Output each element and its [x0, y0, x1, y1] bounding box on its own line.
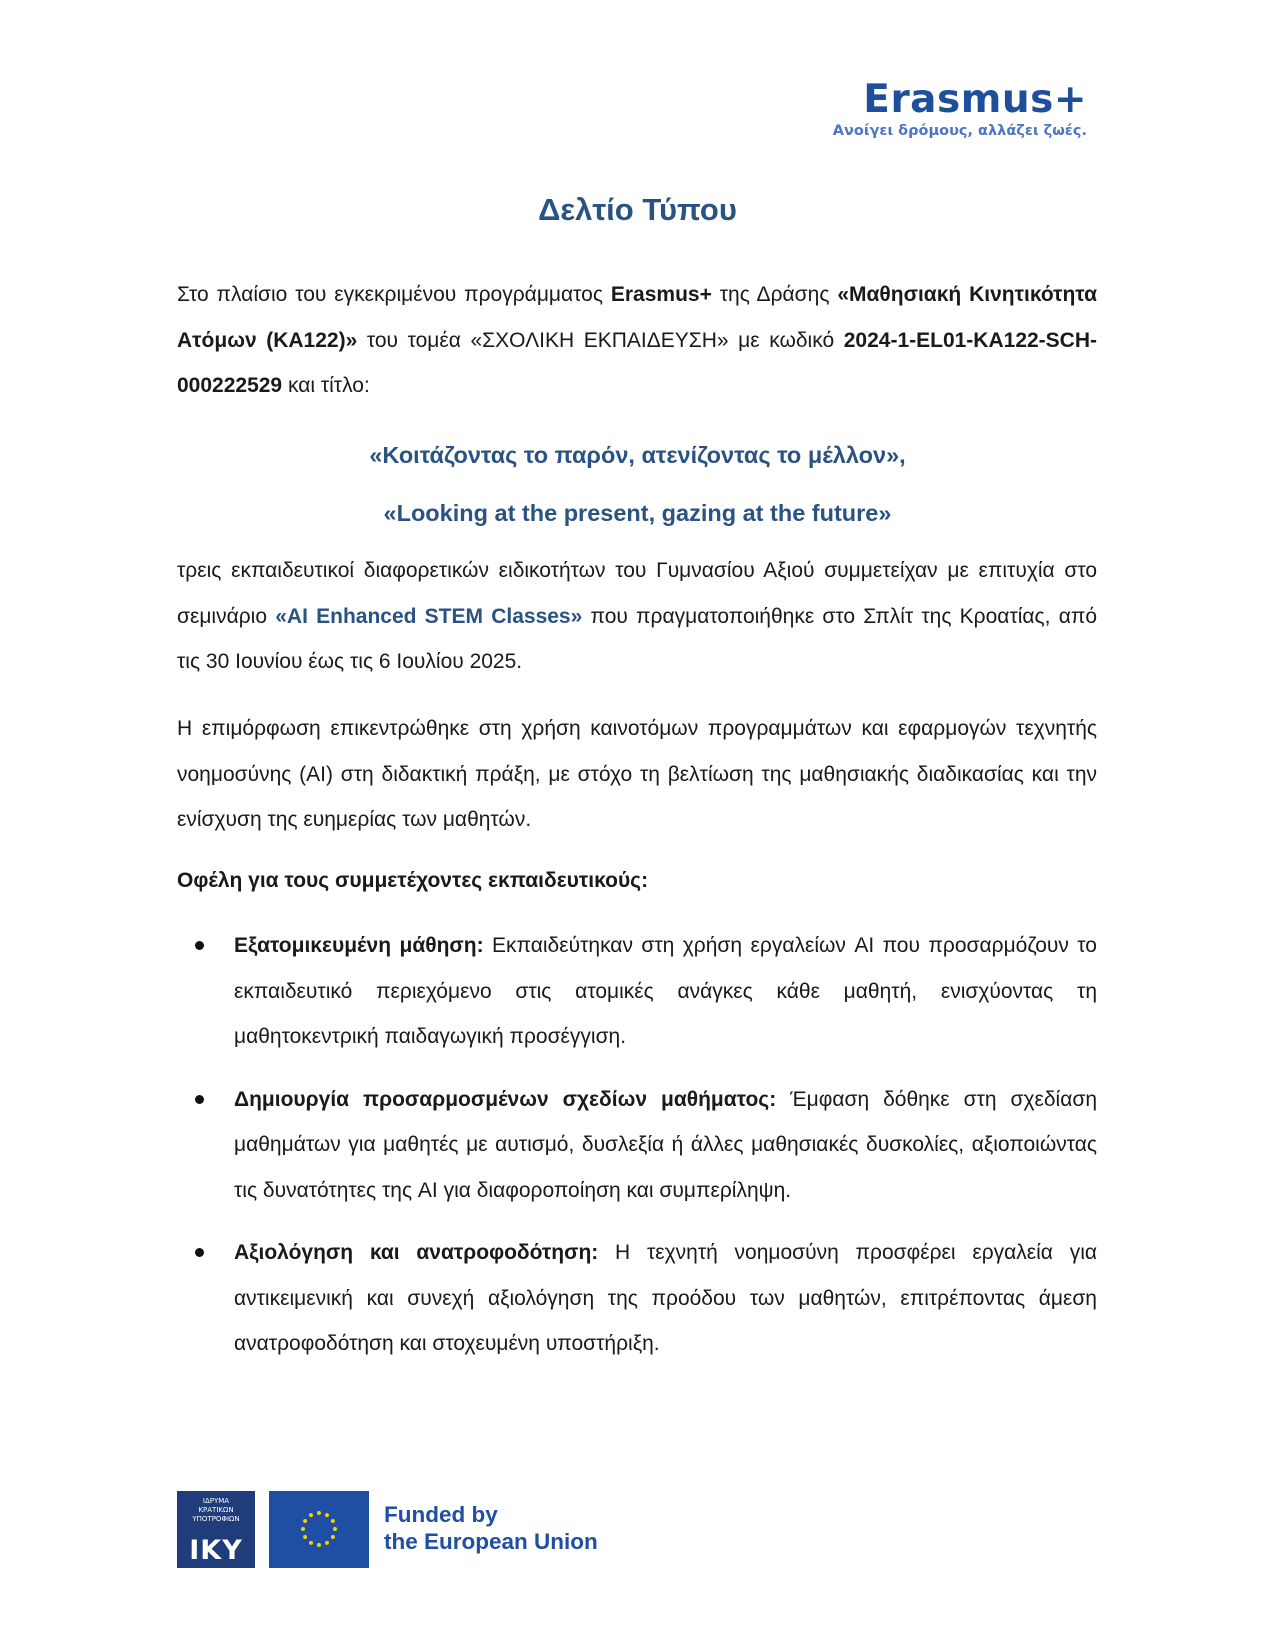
bullet-icon	[195, 941, 204, 950]
list-item: Εξατομικευμένη μάθηση: Εκπαιδεύτηκαν στη χρήση εργαλείων AI που προσαρμόζουν το εκπαιδευτικό περιεχόμενο στις ατομικές ανάγκες κάθε μαθητή, ενισχύοντας τη μαθητοκεντρική παιδαγωγική προσέγγιση.	[177, 923, 1097, 1060]
list-item: Δημιουργία προσαρμοσμένων σχεδίων μαθήματος: Έμφαση δόθηκε στη σχεδίαση μαθημάτων για μαθητές με αυτισμό, δυσλεξία ή άλλες μαθησιακές δυσκολίες, αξιοποιώντας τις δυνατότητες της AI για διαφοροποίηση και συμπερίληψη.	[177, 1077, 1097, 1214]
iky-logo-acronym: ΙΚΥ	[189, 1535, 243, 1566]
eu-flag-icon	[269, 1491, 369, 1568]
seminar-paragraph: τρεις εκπαιδευτικοί διαφορετικών ειδικοτήτων του Γυμνασίου Αξιού συμμετείχαν με επιτυχία στο σεμινάριο «AI Enhanced STEM Classes» που πραγματοποιήθηκε στο Σπλίτ της Κροατίας, από τις 30 Ιουνίου έως τις 6 Ιουλίου 2025.	[177, 559, 1098, 673]
training-paragraph: Η επιμόρφωση επικεντρώθηκε στη χρήση καινοτόμων προγραμμάτων και εφαρμογών τεχνητής νοημοσύνης (AI) στη διδακτική πράξη, με στόχο τη βελτίωση της μαθησιακής διαδικασίας και την ενίσχυση της ευημερίας των μαθητών.	[177, 717, 1097, 831]
project-title-english: «Looking at the present, gazing at the future»	[383, 500, 892, 526]
erasmus-logo-brand: Erasmus+	[863, 77, 1087, 122]
benefits-heading: Οφέλη για τους συμμετέχοντες εκπαιδευτικούς:	[177, 869, 649, 892]
project-title-greek: «Κοιτάζοντας το παρόν, ατενίζοντας το μέλλον»,	[369, 442, 906, 468]
iky-logo	[177, 1491, 255, 1568]
erasmus-logo-slogan: Ανοίγει δρόμους, αλλάζει ζωές.	[832, 123, 1087, 139]
list-item: Αξιολόγηση και ανατροφοδότηση: Η τεχνητή νοημοσύνη προσφέρει εργαλεία για αντικειμενική και συνεχή αξιολόγηση της προόδου των μαθητών, επιτρέποντας άμεση ανατροφοδότηση και στοχευμένη υποστήριξη.	[177, 1230, 1097, 1367]
iky-logo-caption: ΙΔΡΥΜΑ ΚΡΑΤΙΚΩΝ ΥΠΟΤΡΟΦΙΩΝ	[192, 1497, 240, 1523]
erasmus-logo	[833, 78, 1087, 140]
bullet-icon	[195, 1248, 204, 1257]
benefits-list	[177, 923, 1097, 1384]
intro-paragraph: Στο πλαίσιο του εγκεκριμένου προγράμματος Erasmus+ της Δράσης «Μαθησιακή Κινητικότητα Ατόμων (ΚΑ122)» του τομέα «ΣΧΟΛΙΚΗ ΕΚΠΑΙΔΕΥΣΗ» με κωδικό 2024-1-EL01-KA122-SCH-000222529 και τίτλο:	[177, 283, 1097, 397]
bullet-icon	[195, 1095, 204, 1104]
funded-by-eu-text: Funded by the European Union	[384, 1502, 598, 1554]
page-title: Δελτίο Τύπου	[538, 192, 737, 227]
